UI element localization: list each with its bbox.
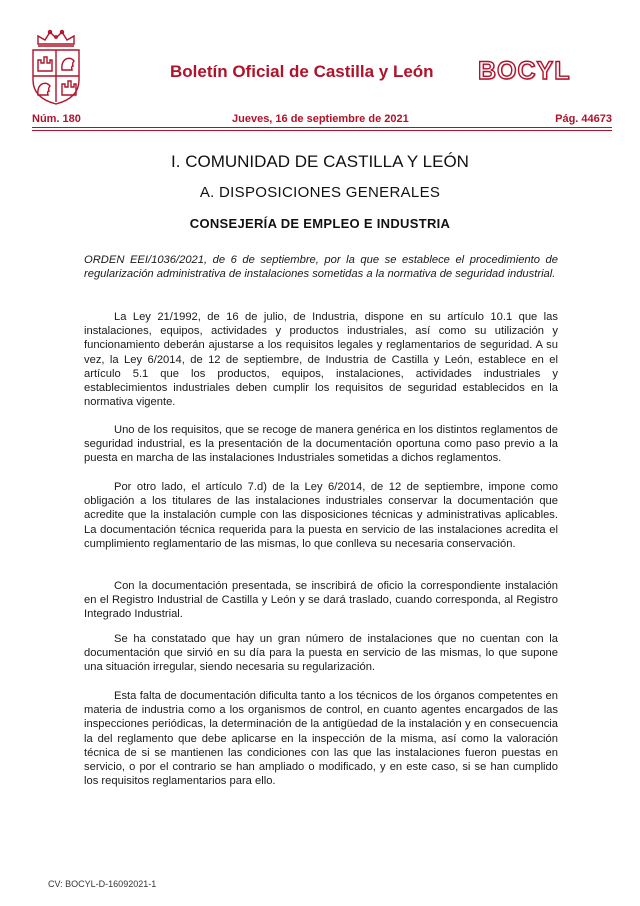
cv-code: CV: BOCYL-D-16092021-1 xyxy=(48,879,157,889)
publication-title: Boletín Oficial de Castilla y León xyxy=(170,62,434,81)
department-heading: CONSEJERÍA DE EMPLEO E INDUSTRIA xyxy=(189,216,451,231)
body-paragraph: Se ha constatado que hay un gran número de instalaciones que no cuentan con la documentación que sirvió en su día para la puesta en servicio de las mismas, lo que supone una situación irregular, siendo necesaria su regularización. xyxy=(84,633,558,674)
header-divider xyxy=(32,127,612,128)
body-paragraph: Con la documentación presentada, se inscribirá de oficio la correspondiente instalación en el Registro Industrial de Castilla y León y se dará traslado, cuando corresponda, al Registro Integrado Industrial. xyxy=(84,580,558,621)
header-divider-thin xyxy=(32,130,612,131)
body-paragraph: Por otro lado, el artículo 7.d) de la Ley 6/2014, de 12 de septiembre, impone como obligación a los titulares de las instalaciones industriales conservar la documentación que acredite que la instalación cumple con las disposiciones técnicas y administrativas aplicables. La documentación técnica requerida para la puesta en servicio de las instalaciones acredita el cumplimiento reglamentario de las mismas, lo que conlleva su necesaria conservación. xyxy=(84,481,558,550)
coat-of-arms-logo xyxy=(28,28,84,106)
order-title: ORDEN EEI/1036/2021, de 6 de septiembre, por la que se establece el procedimiento de regularización administrativa de instalaciones sometidas a la normativa de seguridad industrial. xyxy=(84,254,558,281)
issue-number: Núm. 180 xyxy=(32,113,81,125)
body-paragraph: Uno de los requisitos, que se recoge de manera genérica en los distintos reglamentos de seguridad industrial, es la presentación de la documentación oportuna como paso previo a la puesta en marcha de las instalaciones Industriales sometidas a dichos reglamentos. xyxy=(84,424,558,465)
body-paragraph: Esta falta de documentación dificulta tanto a los técnicos de los órganos competentes en materia de industria como a los organismos de control, en cuanto agentes encargados de las inspecciones periódicas, la determinación de la antigüedad de la instalación y en consecuencia la del reglamento que debe aplicarse en la inspección de la misma, así como la valoración técnica de si se mantienen las condiciones con las que las instalaciones fueron puestas en servicio, o por el contrario se han ampliado o modificado, y en este caso, si se han cumplido los requisitos reglamentarios para ello. xyxy=(84,690,558,788)
body-paragraph: La Ley 21/1992, de 16 de julio, de Industria, dispone en su artículo 10.1 que las instalaciones, equipos, actividades y productos industriales, así como su utilización y funcionamiento deberán ajustarse a los requisitos legales y reglamentarios de seguridad. A su vez, la Ley 6/2014, de 12 de septiembre, de Industria de Castilla y León, establece en el artículo 5.1 que los productos, equipos, instalaciones, actividades industriales y establecimientos industriales deben cumplir los requisitos de seguridad establecidos en la normativa vigente. xyxy=(84,311,558,409)
section-heading: I. COMUNIDAD DE CASTILLA Y LEÓN xyxy=(171,152,469,171)
page-number: Pág. 44673 xyxy=(555,113,612,125)
bocyl-logo: BOCYL xyxy=(478,57,571,85)
section-subheading: A. DISPOSICIONES GENERALES xyxy=(199,184,441,201)
issue-date: Jueves, 16 de septiembre de 2021 xyxy=(232,113,409,125)
issue-meta-bar xyxy=(32,113,612,127)
